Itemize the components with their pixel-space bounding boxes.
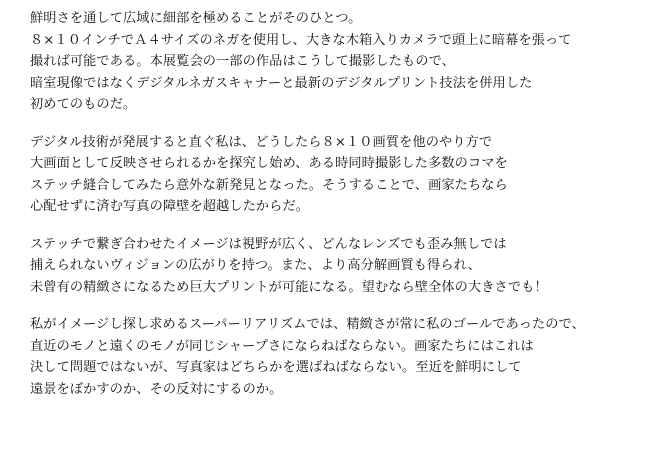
text-line: 捕えられないヴィジョンの広がりを持つ。また、より高分解画質も得られ、 [30,258,481,273]
text-line: 遠景をぼかすのか、その反対にするのか。 [30,381,283,397]
text-line: デジタル技術が発展すると直ぐ私は、どうしたら８×１０画質を他のやり方で [30,134,493,150]
text-line: 私がイメージし探し求めるスーパーリアリズムでは、精緻さが常に私のゴールであったので、 [30,317,585,332]
paragraph-4 [30,314,638,400]
paragraph-1 [30,8,638,116]
text-line: 決して問題ではないが、写真家はどちらかを選ばねばならない。至近を鮮明にして [30,360,522,375]
text-line: 暗室現像ではなくデジタルネガスキャナーと最新のデジタルプリント技法を併用した [30,75,533,91]
paragraph-3 [30,234,638,299]
text-line: 心配せずに済む写真の障壁を超越したからだ。 [30,199,310,214]
text-line: ステッチ縫合してみたら意外な新発見となった。そうすることで、画家たちなら [30,177,508,193]
text-line: 未曾有の精緻さになるため巨大プリントが可能になる。望むなら壁全体の大きさでも！ [30,279,548,295]
text-line: 大画面として反映させられるかを探究し始め、ある時同時撮影した多数のコマを [30,156,508,171]
text-line: 撮れば可能である。本展覧会の一部の作品はこうして撮影したもので、 [30,54,455,69]
text-line: ８×１０インチでＡ４サイズのネガを使用し、大きな木箱入りカメラで頭上に暗幕を張って [30,32,572,48]
text-line: 直近のモノと遠くのモノが同じシャープさにならねばならない。画家たちにはこれは [30,338,534,354]
paragraph-2 [30,132,638,218]
text-line: 初めてのものだ。 [30,97,137,112]
text-line: 鮮明さを通して広域に細部を極めることがそのひとつ。 [30,11,362,26]
text-line: ステッチで繋ぎ合わせたイメージは視野が広く、どんなレンズでも歪み無しでは [30,236,507,252]
